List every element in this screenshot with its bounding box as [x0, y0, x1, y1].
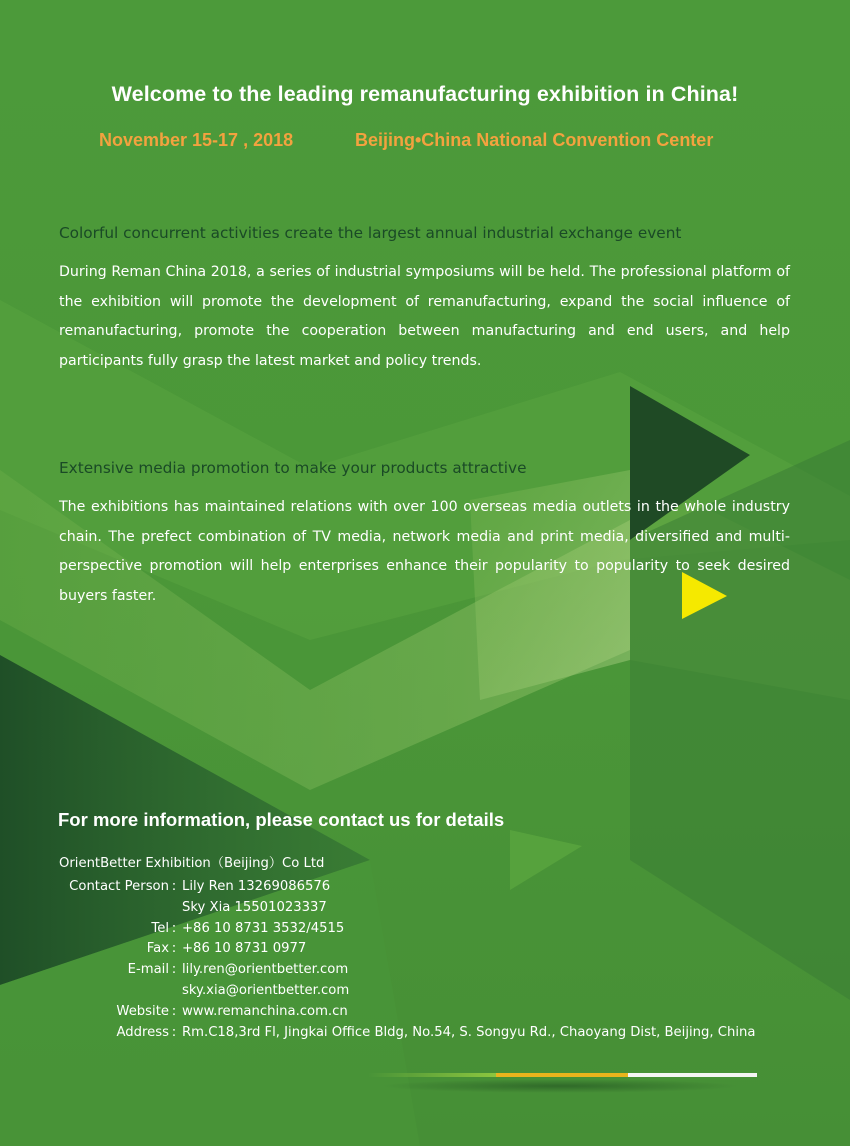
- event-date: November 15-17 , 2018: [99, 130, 294, 150]
- contact-row: [40, 960, 755, 981]
- page-headline: Welcome to the leading remanufacturing exhibition in China!: [111, 82, 739, 106]
- contact-label: [40, 981, 169, 1002]
- contact-separator: :: [171, 962, 177, 978]
- section-body-media: The exhibitions has maintained relations with over 100 overseas media outlets in the whole industry chain. The prefect combination of TV media, network media and print media, diversified and multi-perspective promotion will help enterprises enhance their popularity to popularity to seek desired buyers faster.: [59, 499, 790, 604]
- contact-label: Address: [116, 1024, 169, 1040]
- contact-separator: [169, 981, 179, 1002]
- contact-row: [40, 1023, 755, 1044]
- event-venue: Beijing•China National Convention Center: [355, 130, 714, 150]
- section-heading-media: Extensive media promotion to make your products attractive: [59, 459, 527, 477]
- contact-separator: :: [171, 920, 177, 936]
- company-name: OrientBetter Exhibition（Beijing）Co Ltd: [59, 856, 325, 871]
- contact-value: www.remanchina.com.cn: [182, 1003, 348, 1019]
- contact-label: [40, 898, 169, 919]
- contact-label: Tel: [151, 920, 169, 936]
- contact-separator: :: [171, 941, 177, 957]
- rule-segment-white: [628, 1073, 757, 1077]
- contact-row: [40, 939, 755, 960]
- rule-shadow: [380, 1079, 740, 1093]
- contact-value: +86 10 8731 3532/4515: [182, 920, 345, 936]
- contact-value: Lily Ren 13269086576: [182, 879, 331, 894]
- contact-value: sky.xia@orientbetter.com: [182, 982, 350, 998]
- contact-row: [40, 981, 755, 1002]
- contact-separator: :: [171, 879, 177, 894]
- rule-segment-yellow: [496, 1073, 628, 1077]
- contact-row: [40, 877, 755, 898]
- contact-label: Contact Person: [69, 879, 169, 894]
- contact-value: +86 10 8731 0977: [182, 941, 307, 957]
- contact-value: lily.ren@orientbetter.com: [182, 962, 349, 978]
- rule-segment-green: [368, 1073, 496, 1077]
- contact-row: [40, 898, 755, 919]
- contact-row: [40, 1002, 755, 1023]
- contact-separator: :: [171, 1003, 177, 1019]
- contact-label: Website: [116, 1003, 169, 1019]
- contact-value: Rm.C18,3rd Fl, Jingkai Office Bldg, No.54, S. Songyu Rd., Chaoyang Dist, Beijing, China: [182, 1024, 756, 1040]
- contact-title: For more information, please contact us for details: [58, 809, 505, 830]
- contact-row: [40, 919, 755, 940]
- section-heading-activities: Colorful concurrent activities create the largest annual industrial exchange event: [59, 224, 682, 242]
- contact-separator: [169, 898, 179, 919]
- contact-value: Sky Xia 15501023337: [182, 899, 327, 915]
- bottom-decorative-rule: [368, 1073, 757, 1077]
- contact-separator: :: [171, 1024, 177, 1040]
- contact-label: Fax: [146, 941, 169, 957]
- contact-details: [40, 877, 755, 1043]
- section-body-activities: During Reman China 2018, a series of industrial symposiums will be held. The professional platform of the exhibition will promote the development of remanufacturing, expand the social influence of remanufacturing, promote the cooperation between manufacturing and end users, and help participants fully grasp the latest market and policy trends.: [59, 264, 790, 369]
- contact-label: E-mail: [127, 962, 169, 978]
